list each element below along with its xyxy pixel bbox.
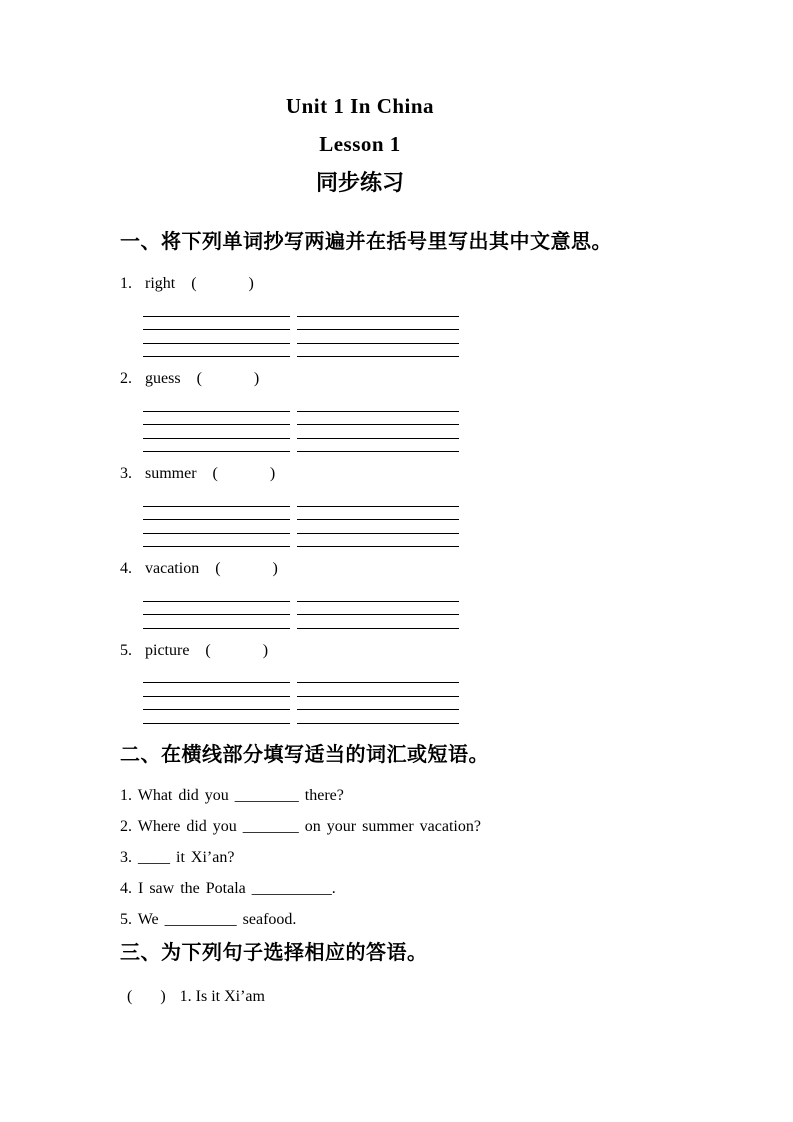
copy-line bbox=[297, 520, 459, 534]
copy-line-row bbox=[143, 683, 728, 697]
item-number: 1. bbox=[120, 275, 132, 292]
copy-line-row bbox=[143, 520, 728, 534]
fill-in-item: 3. ____ it Xi’an? bbox=[120, 848, 235, 866]
copy-line bbox=[143, 520, 290, 534]
copy-line-row bbox=[143, 710, 728, 724]
item-number: 4. bbox=[120, 560, 132, 577]
copy-line-group bbox=[143, 398, 728, 452]
copy-line bbox=[143, 588, 290, 602]
copy-line bbox=[143, 439, 290, 453]
word-row bbox=[120, 272, 728, 296]
fill-in-item: 4. I saw the Potala __________. bbox=[120, 879, 336, 897]
worksheet-subtitle: 同步练习 bbox=[315, 170, 404, 195]
fill-in-item: 1. What did you ________ there? bbox=[120, 786, 344, 804]
copy-line bbox=[297, 534, 459, 548]
vocabulary-word: guess bbox=[145, 370, 181, 387]
copy-line bbox=[297, 439, 459, 453]
word-item-right bbox=[120, 272, 728, 357]
word-item-summer bbox=[120, 462, 728, 547]
worksheet-content bbox=[120, 231, 728, 1006]
copy-line bbox=[143, 317, 290, 331]
copy-line bbox=[143, 303, 290, 317]
copy-line bbox=[297, 412, 459, 426]
copy-line bbox=[297, 670, 459, 684]
copy-line-row bbox=[143, 602, 728, 616]
copy-line bbox=[143, 710, 290, 724]
answer-brackets: ( ) bbox=[127, 987, 166, 1005]
copy-line bbox=[143, 330, 290, 344]
item-number: 2. bbox=[120, 370, 132, 387]
word-row bbox=[120, 462, 728, 486]
copy-line-row bbox=[143, 697, 728, 711]
copy-line-group bbox=[143, 303, 728, 357]
copy-line bbox=[297, 317, 459, 331]
copy-line-row bbox=[143, 330, 728, 344]
copy-line bbox=[297, 507, 459, 521]
word-item-vacation bbox=[120, 557, 728, 629]
word-row bbox=[120, 557, 728, 581]
copy-line bbox=[143, 398, 290, 412]
copy-line bbox=[143, 602, 290, 616]
copy-line-row bbox=[143, 425, 728, 439]
section-two-heading: 二、在横线部分填写适当的词汇或短语。 bbox=[120, 743, 489, 766]
unit-title: Unit 1 In China bbox=[285, 94, 435, 118]
vocabulary-word: picture bbox=[145, 641, 190, 659]
copy-line bbox=[297, 710, 459, 724]
copy-line bbox=[297, 683, 459, 697]
vocabulary-word: vacation bbox=[145, 560, 200, 577]
copy-line-row bbox=[143, 412, 728, 426]
vocabulary-word: right bbox=[145, 275, 176, 292]
word-item-guess bbox=[120, 367, 728, 452]
meaning-brackets: ( ) bbox=[191, 275, 254, 292]
title-block bbox=[0, 0, 720, 194]
word-item-picture bbox=[120, 639, 728, 724]
copy-line bbox=[297, 425, 459, 439]
vocabulary-word: summer bbox=[145, 465, 197, 482]
copy-line bbox=[297, 398, 459, 412]
copy-line-row bbox=[143, 534, 728, 548]
copy-line-row bbox=[143, 398, 728, 412]
copy-line-row bbox=[143, 303, 728, 317]
item-number: 3. bbox=[120, 465, 132, 482]
section-three-heading: 三、为下列句子选择相应的答语。 bbox=[120, 941, 428, 964]
copy-line-group bbox=[143, 493, 728, 547]
section-one-heading: 一、将下列单词抄写两遍并在括号里写出其中文意思。 bbox=[120, 231, 612, 253]
copy-line bbox=[297, 615, 459, 629]
meaning-brackets: ( ) bbox=[215, 560, 278, 577]
copy-line bbox=[297, 697, 459, 711]
copy-line-row bbox=[143, 588, 728, 602]
copy-line bbox=[143, 507, 290, 521]
copy-line-group bbox=[143, 588, 728, 629]
copy-line bbox=[297, 344, 459, 358]
copy-line-row bbox=[143, 507, 728, 521]
copy-line bbox=[143, 697, 290, 711]
copy-line bbox=[297, 588, 459, 602]
match-item bbox=[127, 988, 728, 1006]
copy-line bbox=[143, 670, 290, 684]
copy-line-row bbox=[143, 670, 728, 684]
lesson-title: Lesson 1 bbox=[319, 132, 401, 156]
copy-line-group bbox=[143, 670, 728, 724]
copy-line bbox=[143, 683, 290, 697]
item-number: 5. bbox=[120, 641, 132, 659]
meaning-brackets: ( ) bbox=[205, 641, 269, 659]
copy-line bbox=[143, 412, 290, 426]
copy-line-row bbox=[143, 615, 728, 629]
copy-line bbox=[143, 615, 290, 629]
word-row bbox=[120, 639, 728, 663]
meaning-brackets: ( ) bbox=[196, 370, 260, 387]
meaning-brackets: ( ) bbox=[212, 465, 276, 482]
fill-in-item: 5. We _________ seafood. bbox=[120, 910, 297, 928]
copy-line bbox=[143, 425, 290, 439]
match-question: 1. Is it Xi’am bbox=[179, 987, 265, 1005]
copy-line bbox=[297, 303, 459, 317]
copy-line bbox=[143, 493, 290, 507]
copy-line bbox=[297, 330, 459, 344]
copy-line-row bbox=[143, 317, 728, 331]
fill-in-item: 2. Where did you _______ on your summer vacation? bbox=[120, 817, 481, 835]
copy-line bbox=[143, 534, 290, 548]
copy-line bbox=[297, 602, 459, 616]
copy-line bbox=[297, 493, 459, 507]
word-row bbox=[120, 367, 728, 391]
copy-line-row bbox=[143, 439, 728, 453]
copy-line bbox=[143, 344, 290, 358]
copy-line-row bbox=[143, 493, 728, 507]
copy-line-row bbox=[143, 344, 728, 358]
